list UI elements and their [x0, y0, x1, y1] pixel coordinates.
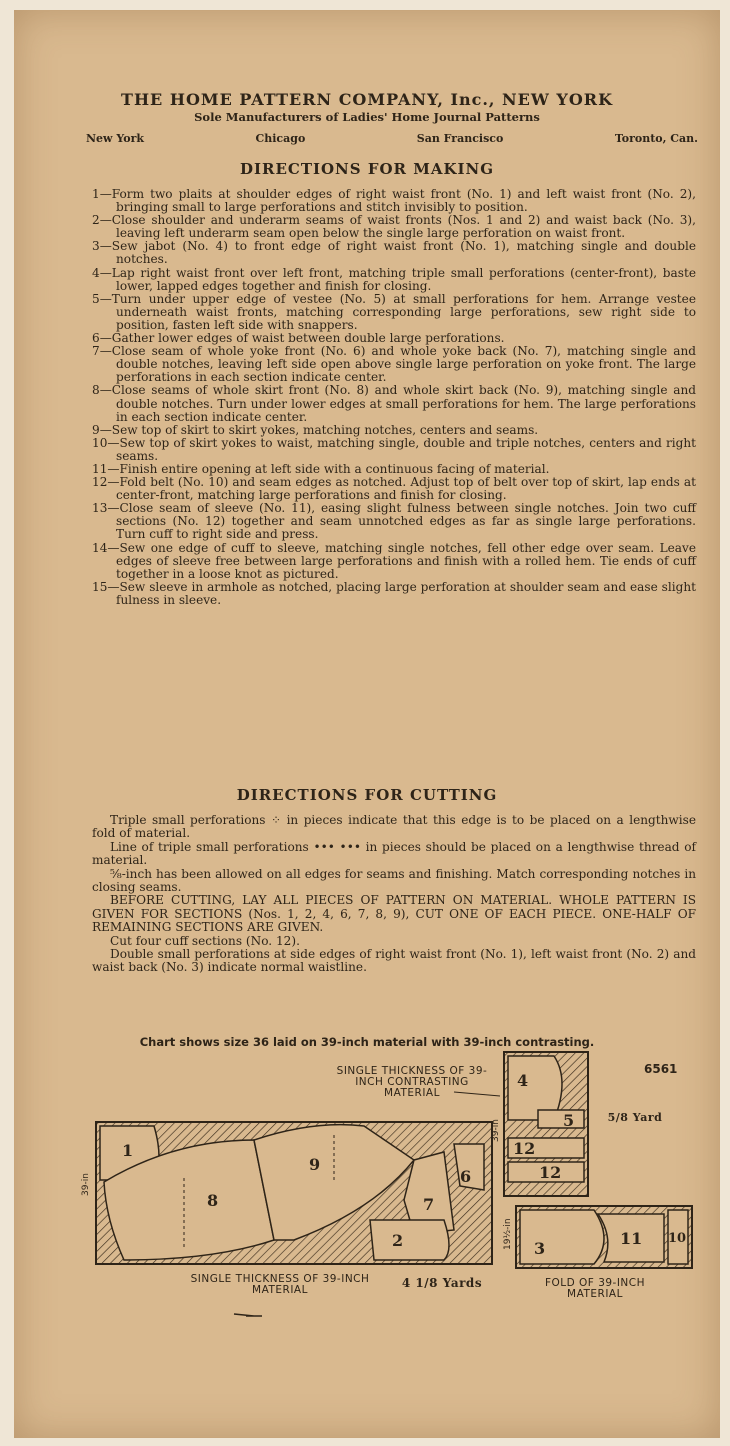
making-step: 9—Sew top of skirt to skirt yokes, matching notches, centers and seams.	[92, 422, 539, 437]
piece-label: 11	[620, 1229, 643, 1248]
cutting-title: DIRECTIONS FOR CUTTING	[236, 786, 498, 804]
piece-label: 8	[207, 1191, 219, 1210]
making-step: 10—Sew top of skirt yokes to waist, matching single, double and triple notches, centers and right seams.	[92, 435, 696, 463]
making-step: 8—Close seams of whole skirt front (No. 8) and whole skirt back (No. 9), matching single and double notches. Turn under lower edges at small perforations for hem. The large perforations in each section indicate center.	[92, 383, 696, 424]
making-step: 15—Sew sleeve in armhole as notched, placing large perforation at shoulder seam and ease slight fulness in sleeve.	[92, 579, 696, 607]
decorative-mark	[234, 1314, 262, 1316]
piece-label: 12	[513, 1139, 536, 1158]
contrast-yardage: 5/8 Yard	[607, 1111, 663, 1124]
making-title: DIRECTIONS FOR MAKING	[239, 160, 495, 178]
making-step: 12—Fold belt (No. 10) and seam edges as notched. Adjust top of belt over top of skirt, lap ends at center-front, matching large perforations and finish for closing.	[92, 475, 696, 503]
city: Chicago	[255, 132, 306, 145]
cutting-paragraph: Triple small perforations ⁘ in pieces indicate that this edge is to be placed on a lengthwise fold of material.	[92, 813, 696, 841]
arrow	[454, 1092, 500, 1096]
cutting-paragraph: Line of triple small perforations ••• ••• in pieces should be placed on a lengthwise thread of material.	[92, 839, 696, 868]
company-subtitle: Sole Manufacturers of Ladies' Home Journal Patterns	[194, 110, 540, 124]
piece-label: 12	[539, 1163, 562, 1182]
making-step: 1—Form two plaits at shoulder edges of right waist front (No. 1) and left waist front (No. 2), bringing small to large perforations and stitch invisibly to position.	[92, 187, 696, 215]
cutting-paragraph: ⅝-inch has been allowed on all edges for seams and finishing. Match corresponding notches in closing seams.	[92, 866, 696, 895]
making-step: 11—Finish entire opening at left side with a continuous facing of material.	[92, 461, 550, 476]
making-step: 6—Gather lower edges of waist between double large perforations.	[92, 331, 505, 346]
piece-2-shape	[370, 1220, 449, 1260]
city: New York	[86, 132, 145, 145]
making-step: 3—Sew jabot (No. 4) to front edge of right waist front (No. 1), matching single and double notches.	[92, 239, 696, 267]
pattern-envelope-page	[14, 10, 720, 1438]
piece-label: 6	[460, 1167, 472, 1186]
cutting-paragraph: Cut four cuff sections (No. 12).	[110, 933, 300, 948]
piece-label: 5	[563, 1111, 575, 1130]
cutting-paragraph: Double small perforations at side edges of right waist front (No. 1), left waist front (No. 2) and waist back (No. 3) indicate normal waistline.	[92, 947, 696, 975]
making-step: 7—Close seam of whole yoke front (No. 6) and whole yoke back (No. 7), matching single and double notches, leaving left side open above single large perforation on yoke front. The large perforations in each section indicate center.	[92, 344, 696, 385]
cutting-layout-diagram	[14, 10, 720, 1438]
company-name: THE HOME PATTERN COMPANY, Inc., NEW YORK	[121, 90, 613, 109]
city: Toronto, Can.	[614, 132, 698, 145]
piece-5-shape	[538, 1110, 584, 1128]
fold-material-label: FOLD OF 39-INCH MATERIAL	[544, 1277, 646, 1300]
main-material-label: SINGLE THICKNESS OF 39-INCH MATERIAL	[190, 1273, 370, 1296]
making-step: 14—Sew one edge of cuff to sleeve, matching single notches, fell other edge over seam. Leave edges of sleeve free between large perforations and finish with a rolled hem. Tie ends of cuff together in a loose knot as pictured.	[92, 540, 696, 581]
piece-label: 2	[392, 1231, 404, 1250]
city: San Francisco	[416, 132, 504, 145]
main-material-layout	[81, 1122, 492, 1264]
piece-label: 9	[309, 1155, 321, 1174]
piece-label: 3	[534, 1239, 546, 1258]
chart-note: Chart shows size 36 laid on 39-inch material with 39-inch contrasting.	[139, 1035, 595, 1049]
fold-material-layout	[503, 1206, 692, 1268]
contrast-material-label: SINGLE THICKNESS OF 39-INCH CONTRASTING MATERIAL	[336, 1065, 488, 1099]
piece-label: 4	[517, 1071, 529, 1090]
width-label-fold: 19½-in	[503, 1218, 513, 1250]
main-yardage: 4 1/8 Yards	[401, 1276, 483, 1290]
width-label-main: 39-in	[81, 1173, 91, 1196]
cutting-paragraph: BEFORE CUTTING, LAY ALL PIECES OF PATTERN ON MATERIAL. WHOLE PATTERN IS GIVEN FOR SECTIONS (Nos. 1, 2, 4, 6, 7, 8, 9), CUT ONE OF EACH PIECE. ONE-HALF OF REMAINING SECTIONS ARE GIVEN.	[92, 893, 696, 935]
width-label-contrast: 39-in	[491, 1119, 501, 1142]
making-step: 13—Close seam of sleeve (No. 11), easing slight fulness between single notches. Join two cuff sections (No. 12) together and seam unnotched edges as far as single large perforations. Turn cuff to right side and press.	[92, 501, 696, 542]
piece-label: 1	[122, 1141, 134, 1160]
pattern-number: 6561	[644, 1062, 678, 1076]
making-step: 5—Turn under upper edge of vestee (No. 5) at small perforations for hem. Arrange vestee underneath waist fronts, matching corresponding large perforations, sew right side to position, fasten left side with snappers.	[92, 291, 696, 332]
piece-3-shape	[520, 1210, 604, 1264]
piece-label: 10	[668, 1231, 687, 1246]
piece-label: 7	[423, 1195, 435, 1214]
making-step: 4—Lap right waist front over left front, matching triple small perforations (center-front), baste lower, lapped edges together and finish for closing.	[92, 265, 696, 293]
making-step: 2—Close shoulder and underarm seams of waist fronts (Nos. 1 and 2) and waist back (No. 3), leaving left underarm seam open below the single large perforation on waist front.	[92, 213, 696, 241]
